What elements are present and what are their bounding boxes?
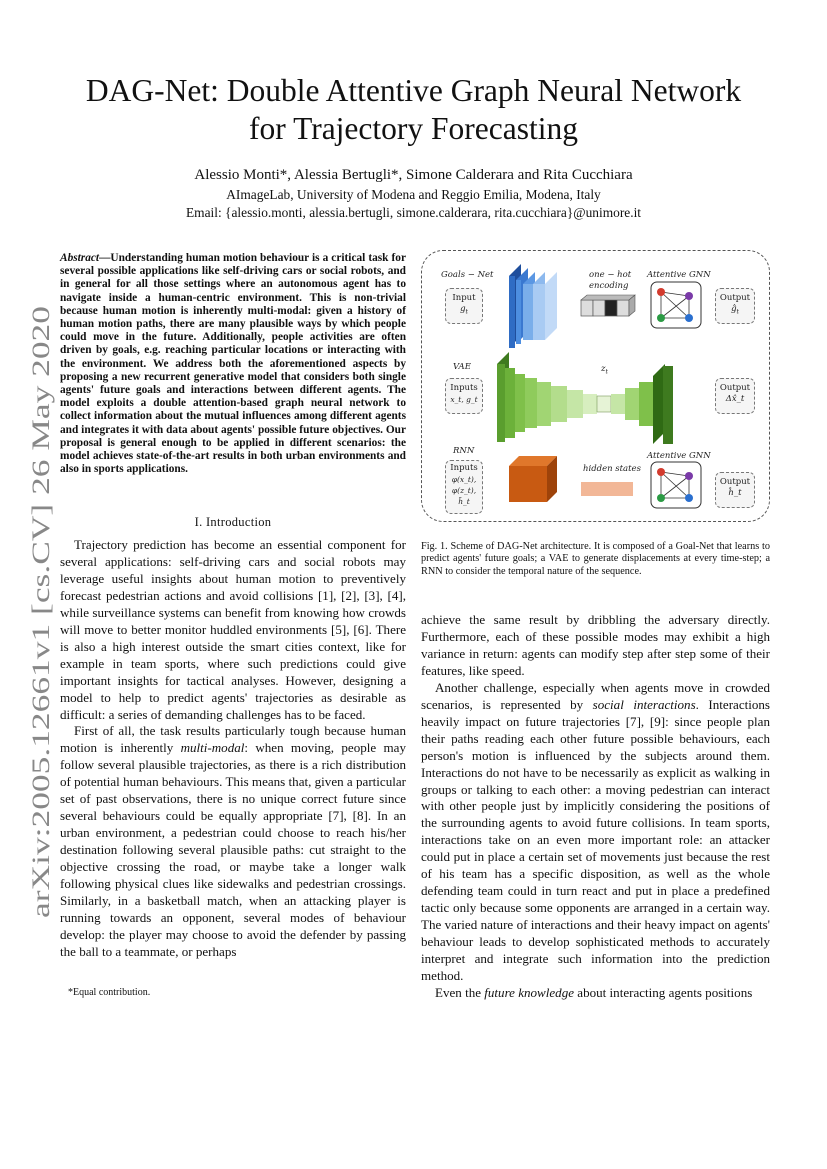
section-heading: I. Introduction — [194, 515, 272, 529]
paper-title-line2: for Trajectory Forecasting — [249, 111, 578, 146]
vae-blocks — [497, 352, 673, 444]
hidden-states-bar — [581, 482, 633, 496]
label-hidden-states: hidden states — [583, 464, 641, 474]
affiliation: AImageLab, University of Modena and Reggio Emilia, Modena, Italy — [226, 187, 601, 202]
one-hot-encoding — [581, 295, 635, 316]
vae-output-box: Output Δx̂_t — [715, 378, 755, 414]
label-attentive-gnn-1: Attentive GNN — [647, 270, 711, 280]
graph-node-blue — [685, 314, 693, 322]
goal-output-box: Output $ĝ_t$ — [715, 288, 755, 324]
paper-title — [40, 72, 787, 148]
label-one-hot: one − hot — [589, 270, 632, 280]
left-column — [60, 537, 406, 961]
right-paragraph-3 — [421, 985, 770, 1002]
left-p2-em: multi-modal — [180, 740, 245, 756]
label-encoding: encoding — [589, 281, 629, 291]
figure-dagnet — [421, 250, 770, 522]
label-rnn: RNN — [453, 446, 475, 456]
label-attentive-gnn-2: Attentive GNN — [647, 451, 711, 461]
label-vae: VAE — [453, 362, 471, 372]
graph-node-green — [657, 314, 665, 322]
arxiv-sideband-svg — [16, 300, 60, 920]
graph-node-purple — [685, 292, 693, 300]
right-paragraph-2 — [421, 680, 770, 985]
arxiv-sideband-text: arXiv:2005.12661v1 [cs.CV] 26 May 2020 — [26, 477, 55, 918]
email: Email: {alessio.monti, alessia.bertugli, simone.calderara, rita.cucchiara}@unimore.it — [185, 205, 642, 220]
graph-node-red — [657, 288, 665, 296]
arxiv-sideband — [16, 300, 60, 920]
authors: Alessio Monti*, Alessia Bertugli*, Simone Calderara and Rita Cucchiara — [194, 167, 633, 183]
vae-input-box: Inputs x_t, g_t — [445, 378, 483, 414]
right-column — [421, 612, 770, 1002]
rnn-output-box: Output ĥ_t — [715, 472, 755, 508]
right-p2-a: Another challenge, especially when agents move in crowded scenarios, is represented by — [421, 679, 770, 712]
label-goals-net: Goals − Net — [441, 270, 494, 280]
right-p3-em: future knowledge — [484, 984, 575, 1000]
attentive-gnn-graph-1 — [651, 282, 701, 328]
abstract-text: —Understanding human motion behaviour is a critical task for several possible applications like self-driving cars or social robots, and in general for all those settings where an autonomous agent has to navigate inside a human-centric environment. This is non-trivial because human motion is inherently multi-modal: given a history of human motion paths, there are many plausible ways by which people could move in the future. Additionally, people activities are often driven by goals, e.g. reaching particular locations or interacting with the environment. We address both the aforementioned aspects by proposing a new recurrent generative model that considers both single agents' future goals and interactions between different agents. The model exploits a double attention-based graph neural network to collect information about the mutual influences among different agents and integrates it with data about agents' possible future objectives. Our proposal is general enough to be applied in different scenarios: the model achieves state-of-the-art results in both urban environments and also in sports applications. — [60, 252, 406, 476]
right-p2-em: social interactions — [592, 696, 696, 712]
abstract — [60, 252, 406, 476]
goals-net-blocks — [509, 264, 557, 348]
label-zt: $z_t$ — [601, 364, 608, 376]
attentive-gnn-graph-2 — [651, 462, 701, 508]
goal-input-box: Input $g_t$ — [445, 288, 483, 324]
figure-caption: Fig. 1. Scheme of DAG-Net architecture. It is composed of a Goal-Net that learns to predict agents' future goals; a VAE to generate displacements at every time-step; a RNN to consider the temporal nature of the sequence. — [421, 541, 770, 577]
right-p3-b: about interacting agents positions — [574, 984, 753, 1000]
rnn-cube — [509, 456, 557, 502]
abstract-label: Abstract — [60, 252, 100, 264]
right-p2-b: . Interactions heavily impact on future trajectories [7], [9]: since people plan their paths reading each other future possible behaviours, each person's motion is influenced by the subjects around them. Interactions do not have to be necessarily as explicit as walking in groups or talking to each other: a moving pedestrian can interact with other people just by implicitly considering the positions of the surrounding agents to avoid future collisions. In team sports, interactions take on an even more important role: an attacker could put in place a certain set of movements just because the rest of his team has a specific disposition, as well as the whole defending team could in turn react and put in place a predefined tactic only because some opponents are arranged in a certain way. The varied nature of interactions and their heavy impact on agents' behaviour leads to develop sophisticated methods to accurately interpret and integrate such information into the prediction method. — [421, 696, 770, 984]
left-paragraph-1: Trajectory prediction has become an essential component for several applications: self-driving cars and social robots may leverage useful insights about human motion to preventively forecast pedestrian actions and avoid collisions [1], [2], [3], [4], while surveillance systems can benefit from knowing how crowds will move to better monitor huddled environments [5], [6]. There is also a high interest outside the smart cities context, like for example in team sports, where such predictions could give important insights for tactical analyses. However, designing a model to help to predict agents' trajectories as desirable as difficult: a series of demanding challenges has to be faced. — [60, 537, 406, 722]
left-paragraph-2 — [60, 723, 406, 960]
paper-title-line1: DAG-Net: Double Attentive Graph Neural Network — [85, 73, 742, 108]
right-p3-a: Even the — [435, 984, 485, 1000]
left-p2-a: First of all, the task results particularly tough because human motion is inherently — [60, 723, 406, 756]
rnn-input-box: Inputs φ(x_t), φ(z_t), h̃_t — [445, 460, 483, 514]
left-p2-b: : when moving, people may follow several plausible trajectories, as there is a rich distribution of potential human behaviours. This means that, given a particular set of past observations, there is no unique correct future since several behaviours could be equally appropriate [7], [8]. In an urban environment, a pedestrian could choose to reach his/her destination following several plausible paths: cut straight to the objective crossing the road, or maybe take a longer walk following physical clues like sidewalks and pedestrian crossings. Similarly, in a basketball match, when an attacking player is running towards an opponent, several modes of behaviour develop: the player may choose to avoid the defender by passing the ball to a teammate, or perhaps — [60, 740, 406, 959]
right-paragraph-1: achieve the same result by dribbling the adversary directly. Furthermore, each of these possible modes may exhibit a high variance in return: agents can modify step after step some of their features, like speed. — [421, 612, 770, 678]
footnote: *Equal contribution. — [68, 987, 151, 998]
